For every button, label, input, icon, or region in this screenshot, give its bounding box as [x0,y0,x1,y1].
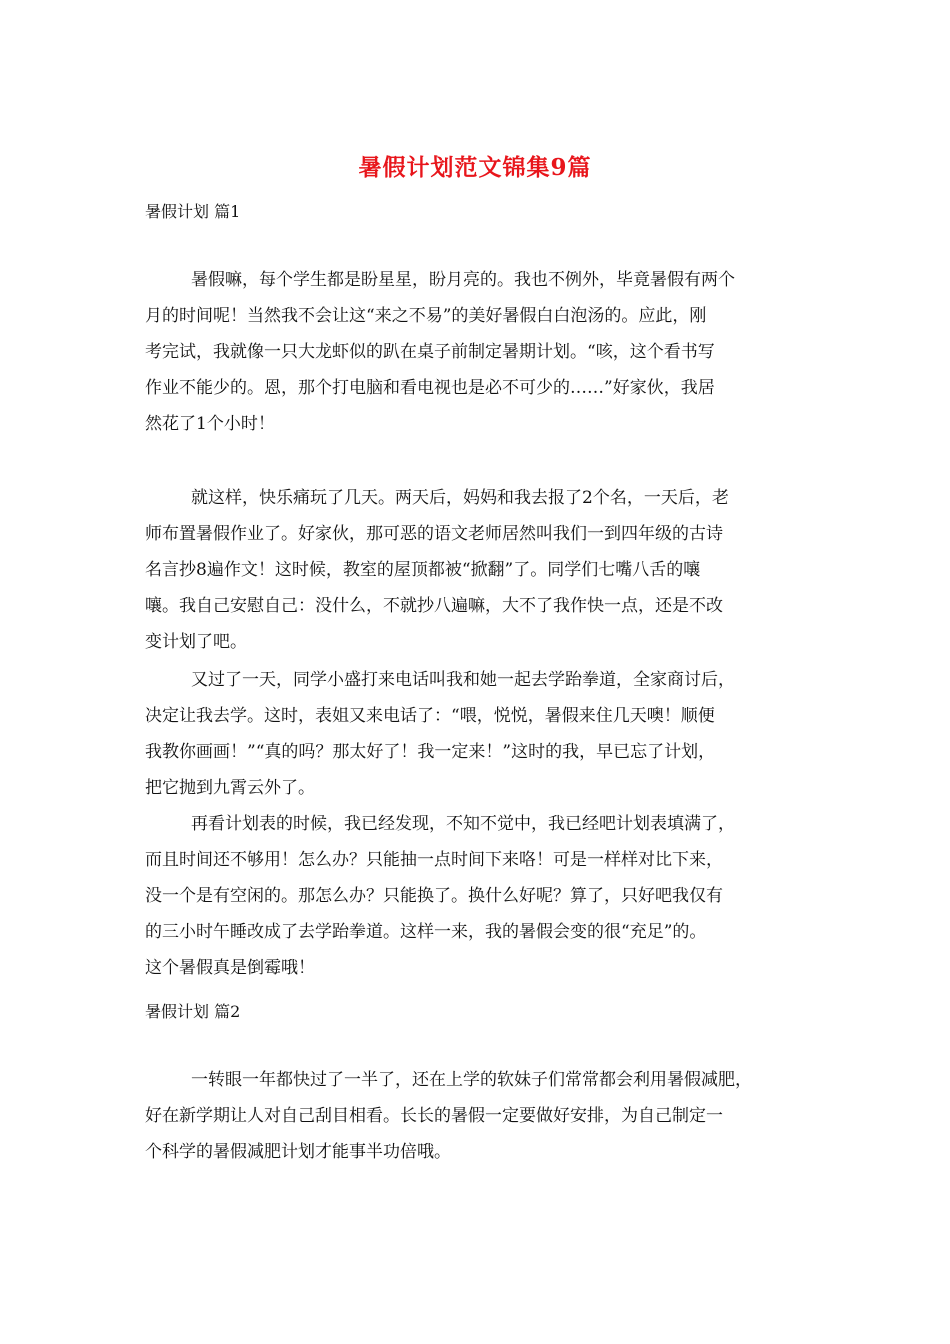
section-heading-1: 暑假计划 篇1 [145,202,241,221]
text-line: 的三小时午睡改成了去学跆拳道。这样一来，我的暑假会变的很“充足”的。 [145,922,707,942]
text-line: 变计划了吧。 [145,632,247,652]
text-line: 又过了一天，同学小盛打来电话叫我和她一起去学跆拳道，全家商讨后， [191,670,735,690]
text-line: 我教你画画！”“真的吗？那太好了！我一定来！”这时的我，早已忘了计划， [145,742,716,762]
text-line: 没一个是有空闲的。那怎么办？只能换了。换什么好呢？算了，只好吧我仅有 [145,886,723,906]
paragraph-1-3 [145,662,813,806]
paragraph-1-2 [145,480,813,660]
paragraph-1-1 [145,262,813,442]
document-title: 暑假计划范文锦集9篇 [358,154,592,181]
text-line: 月的时间呢！当然我不会让这“来之不易”的美好暑假白白泡汤的。应此，刚 [145,306,707,326]
section-heading-2: 暑假计划 篇2 [145,1002,241,1021]
paragraph-2-1 [145,1062,813,1170]
text-line: 这个暑假真是倒霉哦！ [145,958,315,978]
paragraph-1-4 [145,806,813,986]
text-line: 一转眼一年都快过了一半了，还在上学的软妹子们常常都会利用暑假减肥， [191,1070,752,1090]
text-line: 个科学的暑假减肥计划才能事半功倍哦。 [145,1142,451,1162]
text-line: 把它抛到九霄云外了。 [145,778,315,798]
text-line: 作业不能少的。恩，那个打电脑和看电视也是必不可少的……”好家伙，我居 [145,378,715,398]
text-line: 师布置暑假作业了。好家伙，那可恶的语文老师居然叫我们一到四年级的古诗 [145,524,723,544]
text-line: 决定让我去学。这时，表姐又来电话了：“喂，悦悦，暑假来住几天噢！顺便 [145,706,715,726]
text-line: 再看计划表的时候，我已经发现，不知不觉中，我已经吧计划表填满了， [191,814,735,834]
text-line: 好在新学期让人对自己刮目相看。长长的暑假一定要做好安排，为自己制定一 [145,1106,723,1126]
text-line: 然花了1个小时！ [145,414,275,434]
text-line: 考完试，我就像一只大龙虾似的趴在桌子前制定暑期计划。“咳，这个看书写 [145,342,715,362]
text-line: 就这样，快乐痛玩了几天。两天后，妈妈和我去报了2个名，一天后，老 [191,488,729,508]
text-line: 暑假嘛，每个学生都是盼星星，盼月亮的。我也不例外，毕竟暑假有两个 [191,270,735,290]
text-line: 名言抄8遍作文！这时候，教室的屋顶都被“掀翻”了。同学们七嘴八舌的嚷 [145,560,701,580]
text-line: 而且时间还不够用！怎么办？只能抽一点时间下来咯！可是一样样对比下来， [145,850,723,870]
text-line: 嚷。我自己安慰自己：没什么，不就抄八遍嘛，大不了我作快一点，还是不改 [145,596,723,616]
